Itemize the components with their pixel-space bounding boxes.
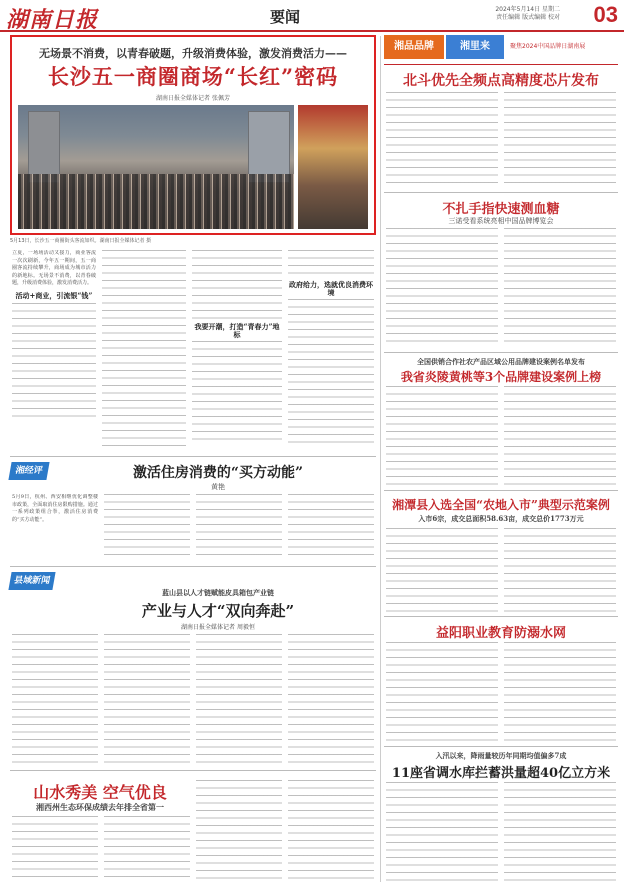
- story3-headline: 我省炎陵黄桃等3个品牌建设案例上榜: [400, 370, 602, 384]
- story4-body-col-2: [504, 528, 616, 612]
- story5-headline: 益阳职业教育防溺水网: [435, 626, 566, 641]
- story1-body-col-1: [386, 92, 498, 188]
- lead-body-lines-2: [102, 250, 186, 446]
- story4-body-col-1: [386, 528, 498, 612]
- story2-body-col-2: [504, 228, 616, 348]
- photo-crowd: [18, 174, 294, 229]
- photo-building-left: [28, 111, 60, 183]
- lead-body-lines-1: [12, 303, 96, 423]
- county-body-col-2: [104, 634, 190, 764]
- economics-badge: 湘经评: [8, 462, 49, 480]
- lead-body-lines-4a: [288, 250, 374, 278]
- story6-body-col-1: [386, 782, 498, 882]
- divider: [384, 192, 618, 193]
- economics-body-col-2: [104, 494, 190, 560]
- county-body-col-3: [196, 634, 282, 764]
- column-divider: [380, 36, 381, 882]
- county-news-badge: 县域新闻: [8, 572, 55, 590]
- economics-headline: 激活住房消费的“买方动能”: [132, 465, 304, 481]
- story1-body-col-2: [504, 92, 616, 188]
- divider: [384, 490, 618, 491]
- divider: [10, 456, 376, 457]
- story3-kicker: 全国供销合作社农产品区域公用品牌建设案例名单发布: [417, 357, 585, 366]
- county-badge-box: [10, 572, 56, 590]
- bottom-body-col-3: [196, 780, 282, 882]
- divider: [10, 566, 376, 567]
- bottom-body-col-4: [288, 780, 374, 882]
- masthead-meta: [360, 6, 560, 22]
- lead-body-col-1: [12, 250, 96, 446]
- section-title: 要闻: [269, 8, 300, 26]
- economics-body-col-1: [12, 494, 98, 560]
- story3-body-col-2: [504, 386, 616, 486]
- story6-kicker: 入汛以来，降雨量较历年同期均值偏多7成: [435, 751, 567, 760]
- masthead-date: 2024年5月14日 星期二: [495, 6, 560, 13]
- divider: [384, 746, 618, 747]
- economics-body-col-4: [288, 494, 374, 560]
- lead-body-lines-3b: [192, 341, 282, 446]
- bottom-body-col-1: [12, 816, 98, 882]
- story5-body-col-1: [386, 642, 498, 742]
- story2-subhead: 三诺受看系统亮相中国品牌博览会: [448, 217, 554, 225]
- story1-headline: 北斗优先全频点高精度芯片发布: [403, 73, 599, 89]
- story5-body-col-2: [504, 642, 616, 742]
- story2-body-col-1: [386, 228, 498, 348]
- divider: [384, 64, 618, 65]
- lead-story-box: [10, 35, 376, 235]
- lead-body-text: 立夏，一场场活动又接力，商业客流一次次刷新，今年五一期间，五一商圈客流持续攀升，商场成为城市活力的新地标。无场景不消费，以青春破题，升级消费体验，激发消费活力。: [12, 250, 96, 286]
- story3-body-col-1: [386, 386, 498, 486]
- lead-subhead-2: 我要开潮，打造“青春力”地标: [194, 322, 280, 339]
- lead-headline: 长沙五一商圈商场“长红”密码: [47, 64, 339, 89]
- county-kicker: 蓝山县以人才链赋能皮具箱包产业链: [162, 588, 274, 597]
- page-number: 03: [593, 2, 618, 27]
- economics-body-col-3: [196, 494, 282, 560]
- story2-headline: 不扎手指快速测血糖: [442, 202, 560, 217]
- county-body-col-4: [288, 634, 374, 764]
- brand-banner-text: 聚焦2024中国品牌日湖南展: [510, 43, 586, 50]
- brand-banner: [384, 35, 618, 61]
- photo-building-right: [248, 111, 290, 183]
- lead-byline: 湖南日报全媒体记者 张佩芳: [156, 95, 230, 102]
- story6-body-col-2: [504, 782, 616, 882]
- story4-headline: 湘潭县入选全国“农地入市”典型示范案例: [392, 498, 610, 512]
- divider: [10, 770, 376, 771]
- bottom-headline: 山水秀美 空气优良: [33, 783, 167, 802]
- divider: [384, 352, 618, 353]
- brand-tag-2: 湘里来: [446, 35, 504, 59]
- lead-body-col-3: [192, 250, 282, 446]
- brand-tag-1: 湘品品牌: [384, 35, 444, 59]
- county-headline: 产业与人才“双向奔赴”: [141, 602, 295, 620]
- lead-body-col-2: [102, 250, 186, 446]
- bottom-body-col-2: [104, 816, 190, 882]
- economics-badge-box: [10, 462, 54, 480]
- lead-body-col-4: [288, 250, 374, 446]
- lead-subhead-3: 政府给力，选就优良消费环境: [289, 280, 373, 297]
- newspaper-logo: 湖南日报: [6, 7, 99, 32]
- county-body-col-1: [12, 634, 98, 764]
- county-byline: 湖南日报全媒体记者 周毅恒: [181, 624, 255, 631]
- lead-body-lines-4b: [288, 299, 374, 446]
- story6-headline: 11座省调水库拦蓄洪量超40亿立方米: [391, 766, 611, 781]
- masthead-editors: 责任编辑 版式编辑 校对: [496, 14, 560, 21]
- lead-photo-side: [298, 105, 368, 229]
- economics-byline: 黄艳: [211, 483, 225, 491]
- lead-subhead-1: 活动+商业，引流银“钱”: [15, 290, 93, 300]
- lead-kicker: 无场景不消费，以青春破题，升级消费体验，激发消费活力——: [39, 47, 347, 60]
- lead-body-lines-3a: [192, 250, 282, 320]
- bottom-subhead: 湘西州生态环保成绩去年排全省第一: [36, 802, 164, 812]
- story4-subhead: 入市6宗，成交总面积58.63亩，成交总价1773万元: [418, 514, 584, 523]
- lead-photo-main: [18, 105, 294, 229]
- economics-body-text: 5月9日，杭州、西安相继优化调整楼市政策，全面取消住房限购措施。通过一系列政策组合拳，激活住房消费的“买方动能”。: [12, 494, 98, 523]
- divider: [384, 616, 618, 617]
- lead-caption: 5月13日，长沙五一商圈街头客流如织。湖南日报全媒体记者 摄: [10, 238, 152, 244]
